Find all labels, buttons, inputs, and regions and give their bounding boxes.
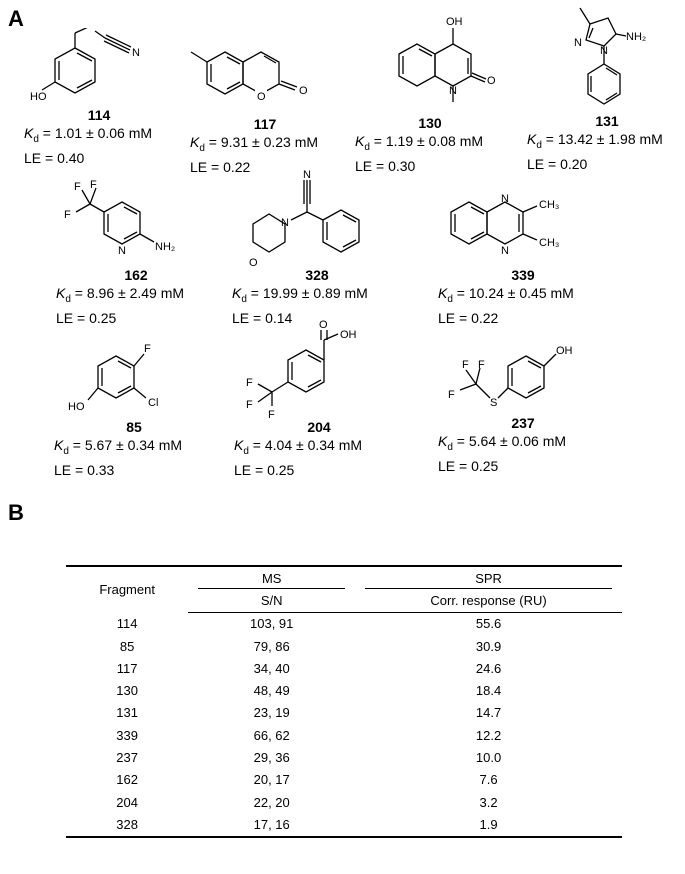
atom-label: OH	[556, 345, 573, 357]
structure-237	[440, 338, 590, 418]
compound-id: 85	[126, 419, 142, 435]
le-value: LE = 0.25	[438, 457, 499, 474]
compound-id: 131	[595, 113, 619, 129]
atom-label: F	[74, 181, 81, 193]
structure-339	[445, 192, 585, 262]
structure-85	[60, 338, 190, 418]
cell-fragment: 162	[116, 772, 138, 788]
compound-id: 328	[305, 267, 329, 283]
cell-corr: 12.2	[475, 727, 502, 743]
cell-fragment: 114	[116, 615, 138, 631]
table-row	[66, 635, 622, 657]
atom-label: N	[600, 45, 608, 57]
atom-label: CH₃	[539, 199, 560, 211]
cell-sn: 103, 91	[250, 616, 294, 632]
le-value: LE = 0.25	[234, 461, 295, 478]
atom-label: NH₂	[155, 241, 176, 253]
atom-label: CH₃	[539, 237, 560, 249]
cell-corr: 24.6	[475, 660, 502, 676]
caption-130	[355, 114, 505, 175]
kd-value: $K_d = 4.04 \pm 0.34$ mM	[234, 437, 363, 457]
structure-131	[560, 2, 660, 114]
cell-sn: 20, 17	[253, 772, 290, 788]
results-table	[66, 565, 622, 838]
atom-label: N	[118, 245, 126, 257]
cell-corr: 1.9	[355, 813, 622, 836]
atom-label: F	[90, 179, 97, 191]
table-row	[66, 724, 622, 746]
le-value: LE = 0.30	[355, 157, 416, 174]
le-value: LE = 0.14	[232, 309, 293, 326]
cell-corr: 10.0	[475, 750, 502, 766]
header-spr: SPR	[355, 566, 622, 589]
atom-label: F	[462, 359, 469, 371]
atom-label: N	[501, 245, 509, 257]
header-fragment: Fragment	[66, 566, 188, 612]
structure-130	[375, 14, 505, 114]
atom-label: O	[249, 257, 258, 268]
cell-corr: 55.6	[475, 616, 502, 632]
cell-corr: 3.2	[479, 794, 498, 810]
panel-label-b: B	[8, 500, 24, 525]
le-value: LE = 0.22	[190, 158, 251, 175]
compound-id: 117	[253, 116, 277, 132]
cell-sn: 29, 36	[253, 750, 290, 766]
atom-label: HO	[68, 401, 85, 413]
cell-fragment: 237	[116, 750, 138, 766]
atom-label: N	[303, 169, 311, 181]
cell-sn: 17, 16	[188, 813, 355, 836]
caption-162	[56, 266, 216, 327]
compound-id: 130	[418, 115, 442, 131]
kd-value: $K_d = 10.24 \pm 0.45$ mM	[438, 285, 574, 305]
caption-131	[527, 112, 685, 173]
cell-sn: 79, 86	[253, 638, 290, 654]
cell-corr: 18.4	[475, 683, 502, 699]
atom-label: N	[132, 47, 140, 59]
atom-label: O	[319, 320, 328, 331]
kd-value: $K_d = 19.99 \pm 0.89$ mM	[232, 285, 368, 305]
cell-fragment: 85	[119, 638, 135, 654]
kd-value: $K_d = 13.42 \pm 1.98$ mM	[527, 131, 663, 151]
cell-fragment: 339	[116, 727, 138, 743]
atom-label: F	[64, 209, 71, 221]
atom-label: O	[257, 91, 266, 103]
cell-fragment: 204	[116, 794, 138, 810]
panel-label-a: A	[8, 6, 24, 31]
compound-id: 237	[511, 415, 535, 431]
kd-value: $K_d = 8.96 \pm 2.49$ mM	[56, 285, 185, 305]
caption-117	[190, 115, 340, 176]
atom-label: F	[448, 389, 455, 401]
cell-sn: 48, 49	[253, 683, 290, 699]
caption-237	[438, 414, 608, 475]
table-row	[66, 813, 622, 836]
table-row	[66, 791, 622, 813]
table-row	[66, 612, 622, 635]
atom-label: OH	[340, 329, 357, 341]
structure-328	[245, 168, 385, 268]
le-value: LE = 0.40	[24, 149, 85, 166]
cell-fragment: 117	[116, 660, 138, 676]
structure-117	[185, 40, 345, 110]
cell-sn: 66, 62	[253, 727, 290, 743]
compound-id: 162	[124, 267, 148, 283]
le-value: LE = 0.33	[54, 461, 115, 478]
atom-label: N	[574, 37, 582, 49]
cell-sn: 34, 40	[253, 660, 290, 676]
caption-85	[54, 418, 214, 479]
structure-162	[60, 178, 190, 268]
le-value: LE = 0.25	[56, 309, 117, 326]
header-corr-response: Corr. response (RU)	[355, 589, 622, 612]
atom-label: N	[501, 193, 509, 205]
atom-label: S	[490, 397, 498, 409]
header-sn: S/N	[188, 589, 355, 612]
caption-328	[232, 266, 402, 327]
cell-fragment: 328	[66, 813, 188, 836]
cell-sn: 23, 19	[253, 705, 290, 721]
cell-fragment: 130	[116, 683, 138, 699]
atom-label: N	[281, 217, 289, 229]
atom-label: F	[478, 359, 485, 371]
cell-corr: 30.9	[475, 638, 502, 654]
atom-label: F	[246, 399, 253, 411]
compound-id: 339	[511, 267, 535, 283]
table-row	[66, 746, 622, 768]
atom-label: F	[246, 377, 253, 389]
atom-label: NH₂	[626, 31, 647, 43]
cell-sn: 22, 20	[253, 794, 290, 810]
kd-value: $K_d = 1.01 \pm 0.06$ mM	[24, 125, 153, 145]
cell-corr: 14.7	[475, 705, 502, 721]
header-ms: MS	[188, 566, 355, 589]
atom-label: N	[449, 85, 457, 97]
compound-id: 204	[307, 419, 331, 435]
atom-label: F	[144, 343, 151, 355]
caption-204	[234, 418, 404, 479]
le-value: LE = 0.20	[527, 155, 588, 172]
atom-label: F	[268, 409, 275, 420]
table-row	[66, 769, 622, 791]
kd-value: $K_d = 1.19 \pm 0.08$ mM	[355, 133, 484, 153]
kd-value: $K_d = 5.64 \pm 0.06$ mM	[438, 433, 567, 453]
compound-id: 114	[87, 107, 111, 123]
caption-339	[438, 266, 608, 327]
atom-label: Cl	[148, 397, 159, 409]
cell-fragment: 131	[116, 705, 138, 721]
caption-114	[24, 106, 174, 167]
table-row	[66, 702, 622, 724]
kd-value: $K_d = 9.31 \pm 0.23$ mM	[190, 134, 319, 154]
structure-114	[30, 28, 170, 108]
le-value: LE = 0.22	[438, 309, 499, 326]
atom-label: O	[299, 85, 308, 97]
table-row	[66, 679, 622, 701]
table-row	[66, 657, 622, 679]
cell-corr: 7.6	[479, 772, 498, 788]
atom-label: OH	[446, 16, 463, 28]
atom-label: HO	[30, 91, 47, 103]
atom-label: O	[487, 75, 496, 87]
kd-value: $K_d = 5.67 \pm 0.34$ mM	[54, 437, 183, 457]
structure-204	[240, 320, 380, 420]
